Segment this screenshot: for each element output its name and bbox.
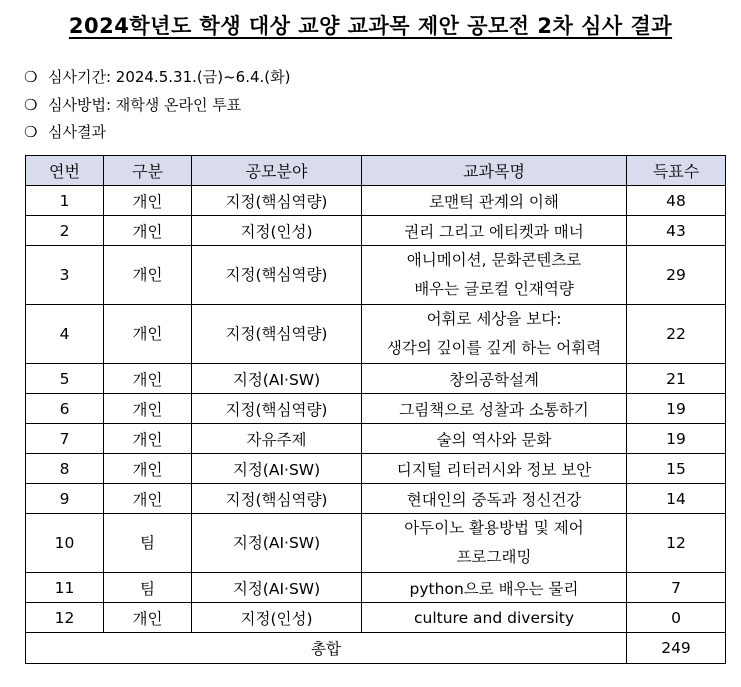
cell-field: 자유주제 [192, 424, 362, 454]
cell-number: 5 [26, 364, 104, 394]
course-line: 아두이노 활용방법 및 제어 [404, 519, 584, 537]
course-line: culture and diversity [414, 608, 574, 627]
course-line: 그림책으로 성찰과 소통하기 [399, 400, 589, 419]
document-title: 2024학년도 학생 대상 교양 교과목 제안 공모전 2차 심사 결과 [68, 14, 673, 38]
results-table [25, 155, 726, 664]
table-header-row [26, 156, 726, 186]
cell-number: 9 [26, 484, 104, 514]
header-number: 연번 [26, 156, 104, 186]
cell-number: 7 [26, 424, 104, 454]
cell-type: 개인 [104, 364, 192, 394]
table-row [26, 305, 726, 364]
cell-votes: 29 [627, 246, 726, 305]
cell-votes: 48 [627, 186, 726, 216]
total-label: 총합 [26, 633, 627, 664]
course-line: 현대인의 중독과 정신건강 [406, 490, 582, 509]
table-row [26, 573, 726, 603]
cell-type: 개인 [104, 603, 192, 633]
table-row [26, 186, 726, 216]
cell-course [362, 454, 627, 484]
header-votes: 득표수 [627, 156, 726, 186]
table-row [26, 216, 726, 246]
cell-course [362, 364, 627, 394]
cell-votes: 19 [627, 394, 726, 424]
cell-number: 6 [26, 394, 104, 424]
header-course: 교과목명 [362, 156, 627, 186]
cell-course [362, 514, 627, 573]
cell-type: 팀 [104, 573, 192, 603]
table-row [26, 603, 726, 633]
cell-votes: 19 [627, 424, 726, 454]
cell-field: 지정(AI·SW) [192, 573, 362, 603]
cell-course [362, 186, 627, 216]
cell-course [362, 573, 627, 603]
cell-type: 개인 [104, 394, 192, 424]
cell-field: 지정(핵심역량) [192, 305, 362, 364]
cell-votes: 15 [627, 454, 726, 484]
course-line: python으로 배우는 물리 [409, 579, 579, 598]
cell-votes: 12 [627, 514, 726, 573]
cell-number: 10 [26, 514, 104, 573]
bullet-icon: ❍ [24, 68, 38, 86]
header-field: 공모분야 [192, 156, 362, 186]
cell-course [362, 305, 627, 364]
cell-course [362, 424, 627, 454]
course-line: 배우는 글로컬 인재역량 [414, 280, 574, 298]
cell-votes: 21 [627, 364, 726, 394]
cell-number: 4 [26, 305, 104, 364]
table-row [26, 364, 726, 394]
course-line: 창의공학설계 [449, 370, 539, 389]
cell-course [362, 216, 627, 246]
course-line: 어휘로 세상을 보다: [426, 310, 562, 328]
cell-type: 개인 [104, 484, 192, 514]
cell-number: 8 [26, 454, 104, 484]
cell-field: 지정(핵심역량) [192, 484, 362, 514]
cell-course [362, 603, 627, 633]
cell-field: 지정(핵심역량) [192, 186, 362, 216]
cell-type: 개인 [104, 186, 192, 216]
cell-field: 지정(인성) [192, 216, 362, 246]
cell-type: 개인 [104, 305, 192, 364]
cell-number: 12 [26, 603, 104, 633]
total-votes: 249 [627, 633, 726, 664]
cell-field: 지정(AI·SW) [192, 514, 362, 573]
cell-number: 3 [26, 246, 104, 305]
cell-course [362, 484, 627, 514]
info-period [24, 66, 290, 87]
info-method [24, 94, 241, 115]
info-result-text: 심사결과 [48, 123, 106, 141]
cell-number: 2 [26, 216, 104, 246]
course-line: 애니메이션, 문화콘텐츠로 [406, 251, 582, 269]
cell-type: 개인 [104, 454, 192, 484]
info-method-text: 심사방법: 재학생 온라인 투표 [48, 96, 242, 114]
cell-votes: 7 [627, 573, 726, 603]
cell-type: 개인 [104, 246, 192, 305]
cell-field: 지정(핵심역량) [192, 246, 362, 305]
cell-type: 팀 [104, 514, 192, 573]
cell-type: 개인 [104, 424, 192, 454]
cell-votes: 22 [627, 305, 726, 364]
cell-votes: 14 [627, 484, 726, 514]
course-line: 디지털 리터러시와 정보 보안 [396, 460, 592, 479]
info-period-text: 심사기간: 2024.5.31.(금)~6.4.(화) [48, 68, 291, 86]
course-line: 로맨틱 관계의 이해 [429, 192, 559, 211]
table-row [26, 246, 726, 305]
table-row [26, 394, 726, 424]
course-line: 술의 역사와 문화 [436, 430, 552, 449]
cell-votes: 43 [627, 216, 726, 246]
header-type: 구분 [104, 156, 192, 186]
cell-course [362, 246, 627, 305]
course-line: 권리 그리고 에티켓과 매너 [404, 222, 584, 241]
table-row [26, 514, 726, 573]
cell-votes: 0 [627, 603, 726, 633]
cell-number: 1 [26, 186, 104, 216]
table-row [26, 424, 726, 454]
total-row [26, 633, 726, 664]
cell-field: 지정(AI·SW) [192, 364, 362, 394]
cell-field: 지정(핵심역량) [192, 394, 362, 424]
course-line: 프로그래밍 [456, 548, 532, 566]
table-row [26, 484, 726, 514]
bullet-icon: ❍ [24, 96, 38, 114]
table-row [26, 454, 726, 484]
info-result [24, 121, 106, 142]
cell-field: 지정(AI·SW) [192, 454, 362, 484]
course-line: 생각의 깊이를 깊게 하는 어휘력 [386, 339, 602, 357]
table-body [26, 186, 726, 633]
bullet-icon: ❍ [24, 123, 38, 141]
cell-number: 11 [26, 573, 104, 603]
cell-course [362, 394, 627, 424]
cell-type: 개인 [104, 216, 192, 246]
cell-field: 지정(인성) [192, 603, 362, 633]
